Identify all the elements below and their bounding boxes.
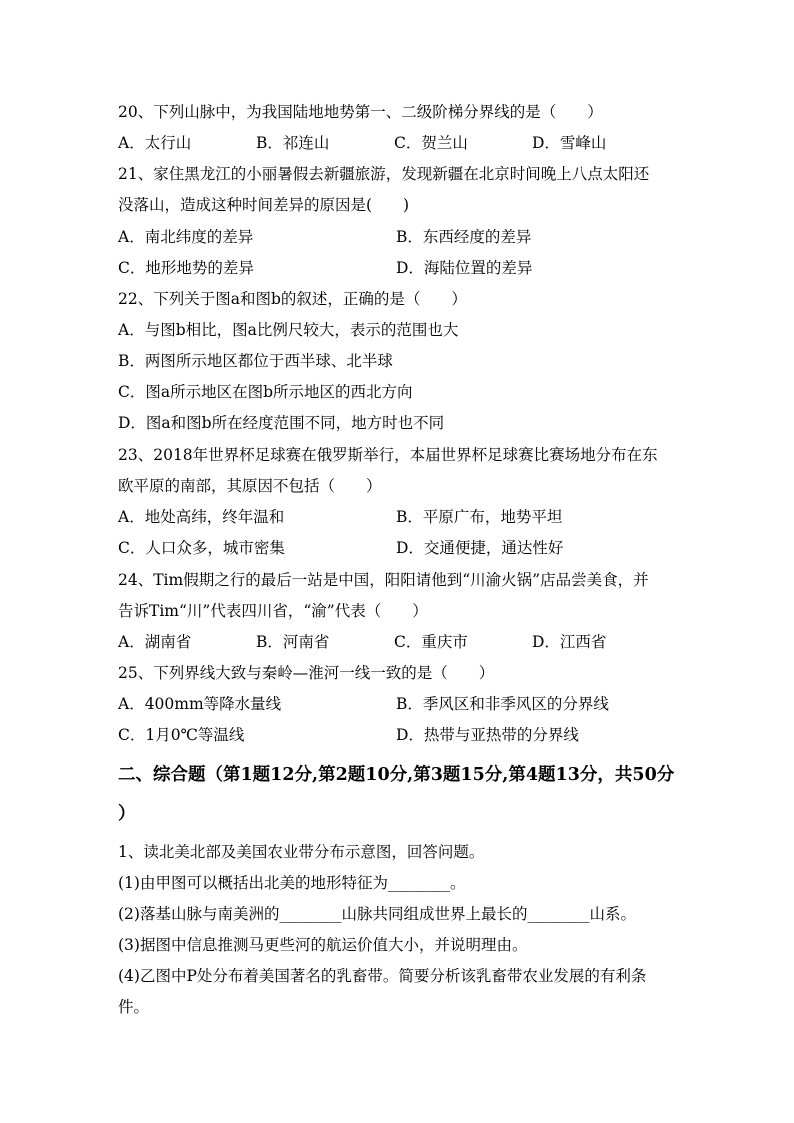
option-c: C．人口众多，城市密集 [118,539,285,557]
comprehensive-q1-intro: 1、读北美北部及美国农业带分布示意图，回答问题。 [118,843,485,861]
option-c: C．1月0℃等温线 [118,726,245,744]
option-b: B．东西经度的差异 [396,228,532,246]
question-22-stem: 22、下列关于图a和图b的叙述，正确的是（ ） [118,290,467,308]
section-title-line2: ） [118,804,136,824]
option-b: B．河南省 [256,633,330,651]
option-a: A．太行山 [118,134,192,152]
option-b: B．平原广布，地势平坦 [396,508,563,526]
option-a: A．400mm等降水量线 [118,695,282,713]
comprehensive-q1-part3: (3)据图中信息推测马更些河的航运价值大小，并说明理由。 [118,936,528,954]
option-c: C．贺兰山 [394,134,468,152]
option-b: B．两图所示地区都位于西半球、北半球 [118,352,393,370]
comprehensive-q1-part1: (1)由甲图可以概括出北美的地形特征为________。 [118,874,466,892]
option-a: A．地处高纬，终年温和 [118,508,285,526]
option-d: D．热带与亚热带的分界线 [396,726,579,744]
option-c: C．地形地势的差异 [118,259,254,277]
comprehensive-q1-part4-line1: (4)乙图中P处分布着美国著名的乳畜带。简要分析该乳畜带农业发展的有利条 [118,967,647,985]
option-a: A．湖南省 [118,633,192,651]
option-d: D．海陆位置的差异 [396,259,533,277]
question-21-stem-line2: 没落山，造成这种时间差异的原因是( ) [118,196,410,214]
option-c: C．图a所示地区在图b所示地区的西北方向 [118,383,413,401]
question-25-stem: 25、下列界线大致与秦岭—淮河一线一致的是（ ） [118,664,495,682]
comprehensive-q1-part4-line2: 件。 [118,998,150,1016]
option-a: A．与图b相比，图a比例尺较大，表示的范围也大 [118,321,459,339]
question-24-stem-line1: 24、Tim假期之行的最后一站是中国，阳阳请他到“川渝火锅”店品尝美食，并 [118,571,649,589]
option-d: D．交通便捷，通达性好 [396,539,564,557]
option-d: D．雪峰山 [532,134,607,152]
question-23-stem-line2: 欧平原的南部，其原因不包括（ ） [118,477,382,495]
question-24-stem-line2: 告诉Tim“川”代表四川省，“渝”代表（ ） [118,602,428,620]
option-c: C．重庆市 [394,633,468,651]
option-a: A．南北纬度的差异 [118,228,254,246]
option-d: D．江西省 [532,633,607,651]
question-23-stem-line1: 23、2018年世界杯足球赛在俄罗斯举行，本届世界杯足球赛比赛场地分布在东 [118,446,658,464]
comprehensive-q1-part2: (2)落基山脉与南美洲的________山脉共同组成世界上最长的________山系。 [118,905,636,923]
option-b: B．祁连山 [256,134,330,152]
question-21-stem-line1: 21、家住黑龙江的小丽暑假去新疆旅游，发现新疆在北京时间晚上八点太阳还 [118,165,650,183]
section-title-line1: 二、综合题（第1题12分,第2题10分,第3题15分,第4题13分，共50分 [118,765,675,785]
option-b: B．季风区和非季风区的分界线 [396,695,609,713]
option-d: D．图a和图b所在经度范围不同，地方时也不同 [118,414,445,432]
question-20-stem: 20、下列山脉中，为我国陆地地势第一、二级阶梯分界线的是（ ） [118,103,603,121]
